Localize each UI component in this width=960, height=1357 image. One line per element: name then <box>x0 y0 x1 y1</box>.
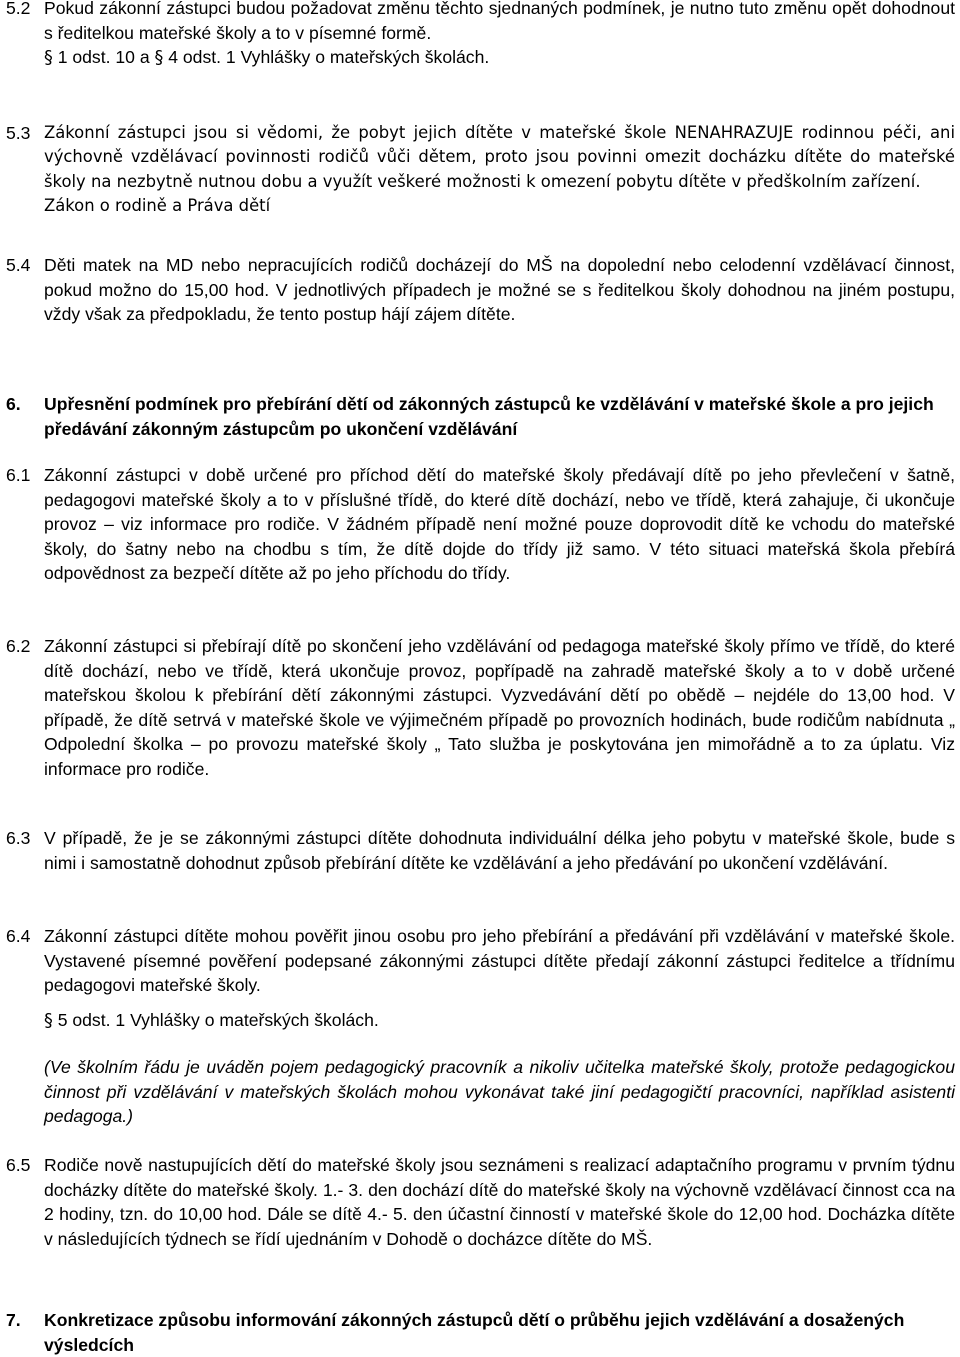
item-5-2 <box>6 0 955 71</box>
italic-note: (Ve školním řádu je uváděn pojem pedagogický pracovník a nikoliv učitelka mateřské školy, protože pedagogickou činnost při vzdělávání v mateřských školách mohou vykonávat také jiní pedagogičtí pracovníci, například asistenti pedagoga.) <box>44 1057 955 1127</box>
item-number: 6.2 <box>6 636 31 656</box>
item-6-4 <box>6 924 955 998</box>
section-title: Konkretizace způsobu informování zákonných zástupců dětí o průběhu jejich vzdělávání a dosažených výsledcích <box>44 1310 905 1355</box>
item-text: Zákonní zástupci v době určené pro příchod dětí do mateřské školy předávají dítě po jeho převlečení v šatně, pedagogovi mateřské školy a to v příslušné třídě, do které dítě dochází, nebo ve třídě, která zahajuje, či ukončuje provoz – viz informace pro rodiče. V žádném případě není možné pouze doprovodit dítě ke vchodu do mateřské školy, do šatny nebo na chodbu s tím, že dítě dojde do třídy již samo. V této situaci mateřská škola přebírá odpovědnost za bezpečí dítěte až po jeho příchodu do třídy. <box>44 465 955 584</box>
law-reference: 1 odst. 10 a <box>57 47 155 68</box>
section-title: Upřesnění podmínek pro přebírání dětí od zákonných zástupců ke vzdělávání v mateřské škole a pro jejich předávání zákonným zástupcům po ukončení vzdělávání <box>44 394 934 439</box>
item-text: Rodiče nově nastupujících dětí do mateřské školy jsou seznámeni s realizací adaptačního programu v prvním týdnu docházky dítěte do mateřské školy. 1.- 3. den dochází dítě do mateřské školy na výchovně vzdělávací činnost cca na 2 hodiny, tzn. do 10,00 hod. Dále se dítě 4.- 5. den účastní činností v mateřské škole do 12,00 hod. Docházka dítěte v následujících týdnech se řídí ujednáním v Dohodě o docházce dítěte do MŠ. <box>44 1155 955 1249</box>
item-number: 5.4 <box>6 255 31 275</box>
section-6-heading <box>6 392 955 441</box>
item-5-3 <box>6 121 955 219</box>
item-number: 6.5 <box>6 1155 31 1175</box>
item-text: Zákonní zástupci si přebírají dítě po skončení jeho vzdělávání od pedagoga mateřské školy přímo ve třídě, do které dítě dochází, nebo ve třídě, která ukončuje provoz, popřípadě na zahradě mateřské školy a to v době určené mateřskou školou k přebírání dětí zákonnými zástupci. Vyzvedávání dětí po obědě – nejdéle do 13,00 hod. V případě, že dítě setrvá v mateřské škole ve výjimečném případě po provozních hodinách, bude rodičům nabídnuta „ Odpolední školka – po provozu mateřské školy „ Tato služba je poskytována jen mimořádně a to za úplatu. Viz informace pro rodiče. <box>44 636 955 779</box>
law-reference: 4 odst. 1 Vyhlášky o mateřských školách. <box>168 47 490 68</box>
section-number: 7. <box>6 1310 21 1330</box>
item-6-1 <box>6 463 955 586</box>
law-reference: 5 odst. 1 Vyhlášky o mateřských školách. <box>57 1010 379 1030</box>
item-number: 6.1 <box>6 465 31 485</box>
law-name: Zákon o rodině a Práva dětí <box>44 196 271 216</box>
item-text: Pokud zákonní zástupci budou požadovat změnu těchto sjednaných podmínek, je nutno tuto změnu opět dohodnout s ředitelkou mateřské školy a to v písemné formě. § 1 odst. 10 a § 4 odst. 1 Vyhlášky o mateřských školách. <box>44 0 955 69</box>
section-number: 6. <box>6 394 21 414</box>
item-text: Děti matek na MD nebo nepracujících rodičů docházejí do MŠ na dopolední nebo celodenní vzdělávací činnost, pokud možno do 15,00 hod. V jednotlivých případech je možné se s ředitelkou školy dohodnou na jiném postupu, vždy však za předpokladu, že tento postup hájí zájem dítěte. <box>44 255 955 325</box>
paragraph-icon: § <box>154 48 164 69</box>
item-6-3 <box>6 826 955 875</box>
item-6-2 <box>6 634 955 782</box>
item-5-4 <box>6 253 955 327</box>
item-text: Zákonní zástupci dítěte mohou pověřit jinou osobu pro jeho přebírání a předávání při vzdělávání v mateřské škole. Vystavené písemné pověření podepsané zákonnými zástupci dítěte předají zákonní zástupci ředitelce a třídnímu pedagogovi mateřské školy. <box>44 926 955 996</box>
item-text: Zákonní zástupci jsou si vědomi, že pobyt jejich dítěte v mateřské škole NENAHRAZUJE rodinnou péči, ani výchovně vzdělávací povinnosti rodičů vůči dětem, proto jsou povinni omezit docházku dítěte do mateřské školy na nezbytně nutnou dobu a využít veškeré možnosti k omezení pobytu dítěte v předškolním zařízení. Zákon o rodině a Práva dětí <box>44 123 955 216</box>
item-number: 5.2 <box>6 0 31 18</box>
item-number: 6.4 <box>6 926 31 946</box>
item-6-5 <box>6 1153 955 1251</box>
item-number: 5.3 <box>6 123 31 143</box>
item-number: 6.3 <box>6 828 31 848</box>
section-7-heading <box>6 1308 955 1357</box>
law-reference-line <box>44 1008 955 1034</box>
paragraph-icon: § <box>44 48 53 69</box>
item-text: V případě, že je se zákonnými zástupci dítěte dohodnuta individuální délka jeho pobytu v mateřské škole, bude s nimi i samostatně dohodnut způsob přebírání dítěte ke vzdělávání a jeho předávání po ukončení vzdělávání. <box>44 828 955 873</box>
paragraph-icon: § <box>44 1011 53 1031</box>
